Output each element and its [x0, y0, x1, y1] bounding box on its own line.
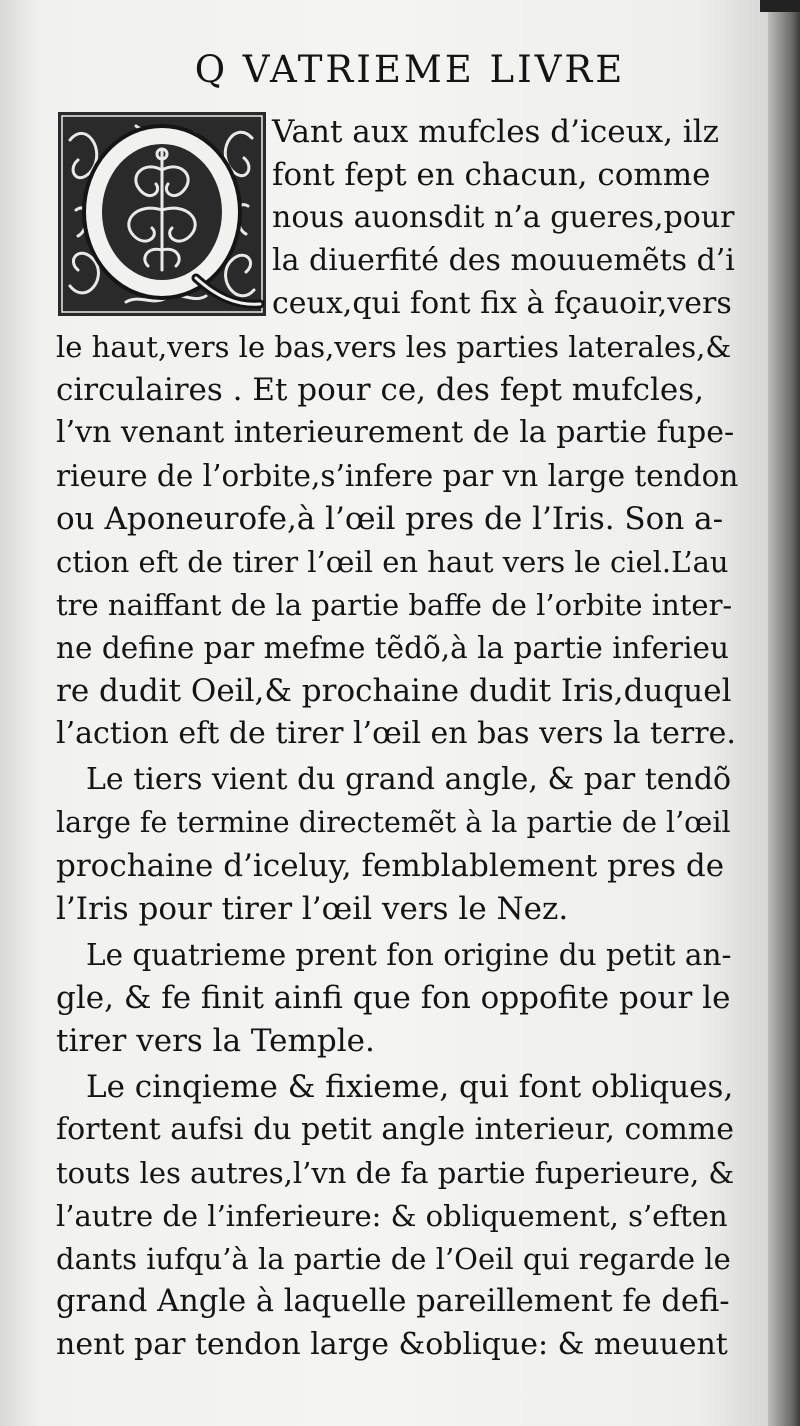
text-line: le haut,vers le bas,vers les parties laterales,&: [56, 330, 732, 364]
text-line: Le tiers vient du grand angle, & par tendõ: [86, 762, 732, 797]
text-line: nous auonsdit n’a gueres,pour: [272, 200, 735, 235]
running-header: [0, 48, 800, 91]
text-line: l’action eft de tirer l’œil en bas vers la terre.: [56, 716, 736, 751]
text-line: tre naiffant de la partie baffe de l’orbite inter-: [56, 588, 733, 622]
text-line: font fept en chacun, comme: [272, 157, 711, 193]
text-line: Le cinqieme & fixieme, qui font obliques,: [86, 1069, 734, 1105]
text-line: ou Aponeurofe,à l’œil pres de l’Iris. Son a-: [56, 501, 724, 537]
text-line: nent par tendon large &oblique: & meuuent: [56, 1327, 728, 1362]
text-line: prochaine d’iceluy, femblablement pres de: [56, 848, 725, 884]
text-line: Le quatrieme prent fon origine du petit an-: [86, 938, 732, 972]
decorated-initial-q: [56, 110, 268, 318]
text-line: dants iufqu’à la partie de l’Oeil qui regarde le: [56, 1242, 731, 1276]
page-gutter-shadow: [768, 0, 800, 1426]
running-title: Q VATRIEME LIVRE: [194, 48, 626, 91]
text-line: l’autre de l’inferieure: & obliquement, s’eften: [56, 1199, 728, 1233]
gutter-top-edge: [760, 0, 800, 12]
text-line: rieure de l’orbite,s’infere par vn large tendon: [56, 459, 739, 493]
text-line: l’Iris pour tirer l’œil vers le Nez.: [56, 891, 569, 927]
text-line: tirer vers la Temple.: [56, 1023, 375, 1059]
text-line: ction eft de tirer l’œil en haut vers le ciel.L’au: [56, 545, 729, 579]
text-line: re dudit Oeil,& prochaine dudit Iris,duquel: [56, 673, 732, 709]
text-line: touts les autres,l’vn de fa partie fuperieure, &: [56, 1156, 735, 1190]
text-line: ne define par mefme tẽdõ,à la partie inferieu: [56, 631, 729, 665]
text-line: la diuerfité des mouuemẽts d’i: [272, 243, 735, 278]
text-line: l’vn venant interieurement de la partie fupe-: [56, 415, 735, 450]
text-line: gle, & fe finit ainfi que fon oppofite pour le: [56, 980, 731, 1016]
text-line: large fe termine directemẽt à la partie de l’œil: [56, 806, 731, 839]
text-line: Vant aux mufcles d’iceux, ilz: [272, 114, 719, 150]
text-line: ceux,qui font fix à fçauoir,vers: [272, 286, 732, 321]
text-line: fortent aufsi du petit angle interieur, comme: [56, 1112, 734, 1147]
text-line: grand Angle à laquelle pareillement fe defi-: [56, 1284, 730, 1319]
text-line: circulaires . Et pour ce, des fept mufcles,: [56, 372, 705, 408]
